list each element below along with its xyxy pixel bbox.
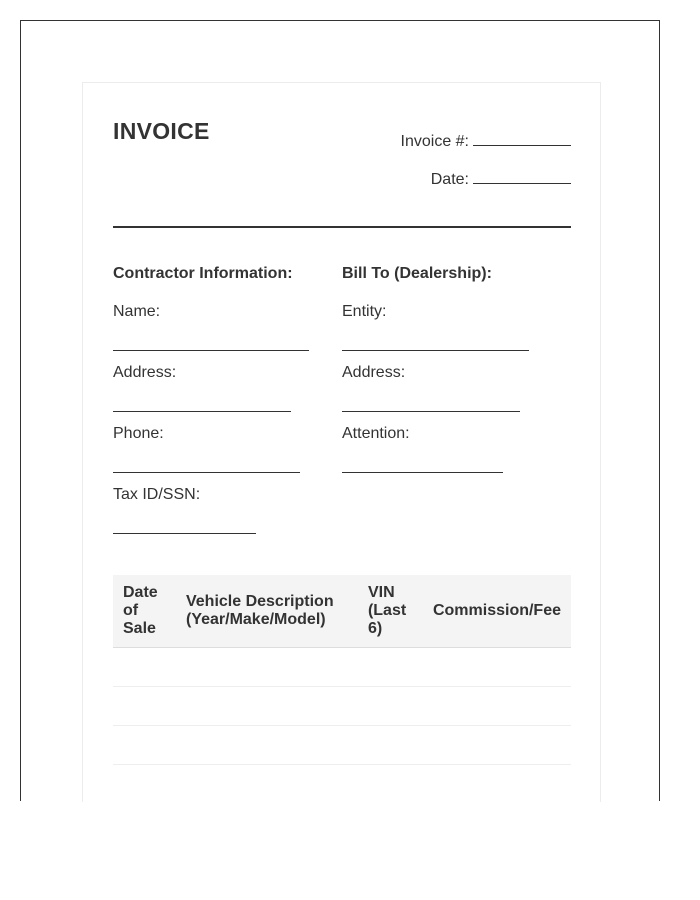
header-divider	[113, 226, 571, 228]
bill-to-entity-label: Entity:	[342, 303, 387, 320]
invoice-number-field[interactable]	[401, 131, 571, 151]
column-header-date: Date of Sale	[113, 575, 176, 648]
table-cell[interactable]	[176, 726, 358, 765]
bill-to-entity-field[interactable]	[342, 303, 562, 364]
column-header-vehicle: Vehicle Description (Year/Make/Model)	[176, 575, 358, 648]
contractor-tax-blank[interactable]	[113, 533, 256, 534]
contractor-name-label: Name:	[113, 303, 161, 320]
contractor-name-field[interactable]	[113, 303, 333, 364]
column-header-commission: Commission/Fee	[423, 575, 571, 648]
table-cell[interactable]	[358, 648, 423, 687]
table-cell[interactable]	[113, 687, 176, 726]
table-cell[interactable]	[423, 648, 571, 687]
bill-to-address-label: Address:	[342, 364, 406, 381]
line-items-table	[113, 575, 571, 765]
contractor-phone-label: Phone:	[113, 425, 164, 442]
invoice-date-label: Date:	[430, 171, 469, 188]
table-cell[interactable]	[176, 687, 358, 726]
bill-to-address-blank[interactable]	[342, 411, 520, 412]
contractor-tax-label: Tax ID/SSN:	[113, 486, 201, 503]
invoice-title: INVOICE	[113, 118, 210, 144]
table-cell[interactable]	[113, 648, 176, 687]
table-cell[interactable]	[358, 726, 423, 765]
contractor-address-label: Address:	[113, 364, 177, 381]
invoice-date-blank[interactable]	[473, 169, 571, 184]
bill-to-attention-blank[interactable]	[342, 472, 503, 473]
table-row	[113, 726, 571, 765]
invoice-date-field[interactable]	[431, 169, 571, 189]
contractor-tax-field[interactable]	[113, 486, 333, 547]
bill-to-entity-blank[interactable]	[342, 350, 529, 351]
bill-to-attention-label: Attention:	[342, 425, 410, 442]
bill-to-attention-field[interactable]	[342, 425, 562, 486]
column-header-vin: VIN (Last 6)	[358, 575, 423, 648]
contractor-address-field[interactable]	[113, 364, 333, 425]
table-row	[113, 687, 571, 726]
invoice-number-label: Invoice #:	[400, 133, 469, 150]
table-cell[interactable]	[358, 687, 423, 726]
table-row	[113, 648, 571, 687]
invoice-paper	[82, 82, 601, 802]
table-cell[interactable]	[113, 726, 176, 765]
table-header-row	[113, 575, 571, 648]
bill-to-heading: Bill To (Dealership):	[342, 265, 492, 282]
bill-to-address-field[interactable]	[342, 364, 562, 425]
contractor-name-blank[interactable]	[113, 350, 309, 351]
contractor-phone-blank[interactable]	[113, 472, 300, 473]
table-cell[interactable]	[176, 648, 358, 687]
invoice-number-blank[interactable]	[473, 131, 571, 146]
contractor-section	[113, 265, 333, 547]
contractor-phone-field[interactable]	[113, 425, 333, 486]
contractor-address-blank[interactable]	[113, 411, 291, 412]
bill-to-section	[342, 265, 562, 486]
contractor-heading: Contractor Information:	[113, 265, 293, 282]
page-frame	[20, 20, 660, 801]
table-cell[interactable]	[423, 726, 571, 765]
table-cell[interactable]	[423, 687, 571, 726]
